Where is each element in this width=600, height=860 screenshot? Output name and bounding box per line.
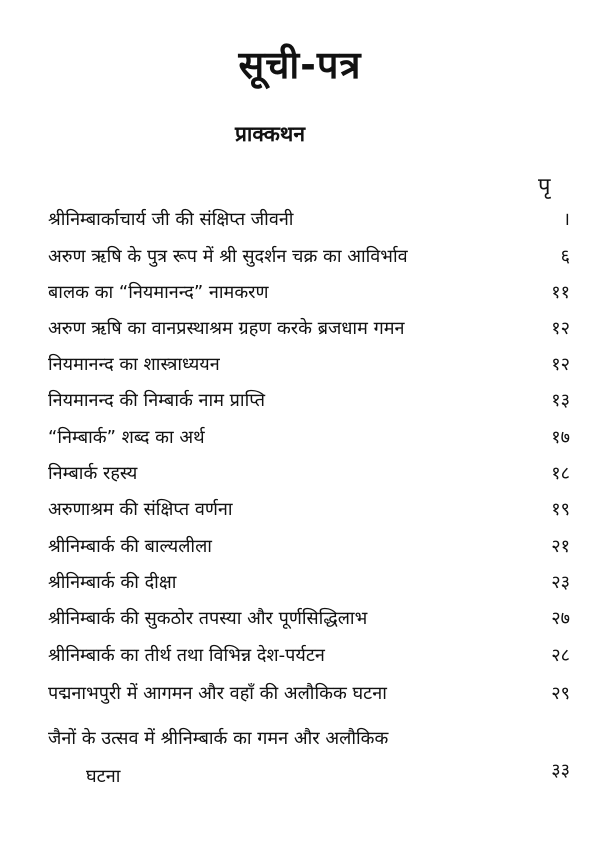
- toc-entry: [0, 352, 600, 386]
- toc-entry-title: अरुण ऋषि के पुत्र रूप में श्री सुदर्शन चक्र का आविर्भाव: [48, 246, 408, 267]
- toc-entry: [0, 207, 600, 241]
- toc-entry-title: [48, 720, 500, 796]
- toc-entry-title: श्रीनिम्बार्काचार्य जी की संक्षिप्त जीवनी: [48, 209, 294, 230]
- toc-entry: [0, 570, 600, 604]
- toc-entry: [0, 280, 600, 314]
- toc-entry: [0, 681, 600, 715]
- toc-entry: [0, 316, 600, 350]
- toc-entry-title: श्रीनिम्बार्क का तीर्थ तथा विभिन्न देश-पर्यटन: [48, 645, 325, 666]
- toc-entry-page: १९: [551, 499, 570, 520]
- toc-entry-page: २७: [551, 608, 570, 629]
- toc-entry-title: निम्बार्क रहस्य: [48, 463, 138, 484]
- toc-entry-title: श्रीनिम्बार्क की बाल्यलीला: [48, 536, 212, 557]
- toc-entry: [0, 244, 600, 278]
- page-title: सूची-पत्र: [238, 43, 362, 87]
- toc-entry-title: पद्मनाभपुरी में आगमन और वहाँ की अलौकिक घटना: [48, 683, 387, 704]
- toc-entry-page: ३३: [551, 760, 570, 781]
- page-column-heading: पृ: [538, 174, 551, 199]
- toc-entry-page: २१: [551, 536, 570, 557]
- toc-entry-title: नियमानन्द की निम्बार्क नाम प्राप्ति: [48, 390, 266, 411]
- toc-entry-title-line2: घटना: [86, 766, 121, 787]
- toc-entry: [0, 720, 600, 800]
- toc-entry-title: अरुण ऋषि का वानप्रस्थाश्रम ग्रहण करके ब्रजधाम गमन: [48, 318, 405, 339]
- toc-entry-title: “निम्बार्क” शब्द का अर्थ: [48, 427, 205, 448]
- toc-entry: [0, 534, 600, 568]
- toc-entry-page: १७: [551, 427, 570, 448]
- toc-entry: [0, 497, 600, 531]
- toc-entry-page: १८: [551, 463, 570, 484]
- toc-entry-page: ।: [563, 209, 570, 230]
- toc-entry-title-line1: जैनों के उत्सव में श्रीनिम्बार्क का गमन और अलौकिक: [48, 728, 389, 749]
- toc-entry-page: २३: [551, 572, 570, 593]
- toc-entry-title: बालक का “नियमानन्द” नामकरण: [48, 282, 269, 303]
- toc-entry: [0, 425, 600, 459]
- toc-entry: [0, 643, 600, 677]
- toc-entry-page: २८: [551, 645, 570, 666]
- section-subtitle: प्राक्कथन: [234, 122, 306, 146]
- toc-entry-page: ११: [551, 282, 570, 303]
- toc-entry: [0, 388, 600, 422]
- toc-entry-page: १२: [551, 318, 570, 339]
- toc-entry-page: २९: [551, 683, 570, 704]
- toc-entry-title: श्रीनिम्बार्क की दीक्षा: [48, 572, 177, 593]
- toc-entry: [0, 461, 600, 495]
- toc-entry-title: अरुणाश्रम की संक्षिप्त वर्णना: [48, 499, 233, 520]
- toc-entry-page: १२: [551, 354, 570, 375]
- toc-entry-page: ६: [560, 246, 570, 267]
- toc-entry-page: १३: [551, 390, 570, 411]
- toc-entry-title: श्रीनिम्बार्क की सुकठोर तपस्या और पूर्णसिद्धिलाभ: [48, 608, 368, 629]
- toc-entry: [0, 606, 600, 640]
- toc-entry-title: नियमानन्द का शास्त्राध्ययन: [48, 354, 220, 375]
